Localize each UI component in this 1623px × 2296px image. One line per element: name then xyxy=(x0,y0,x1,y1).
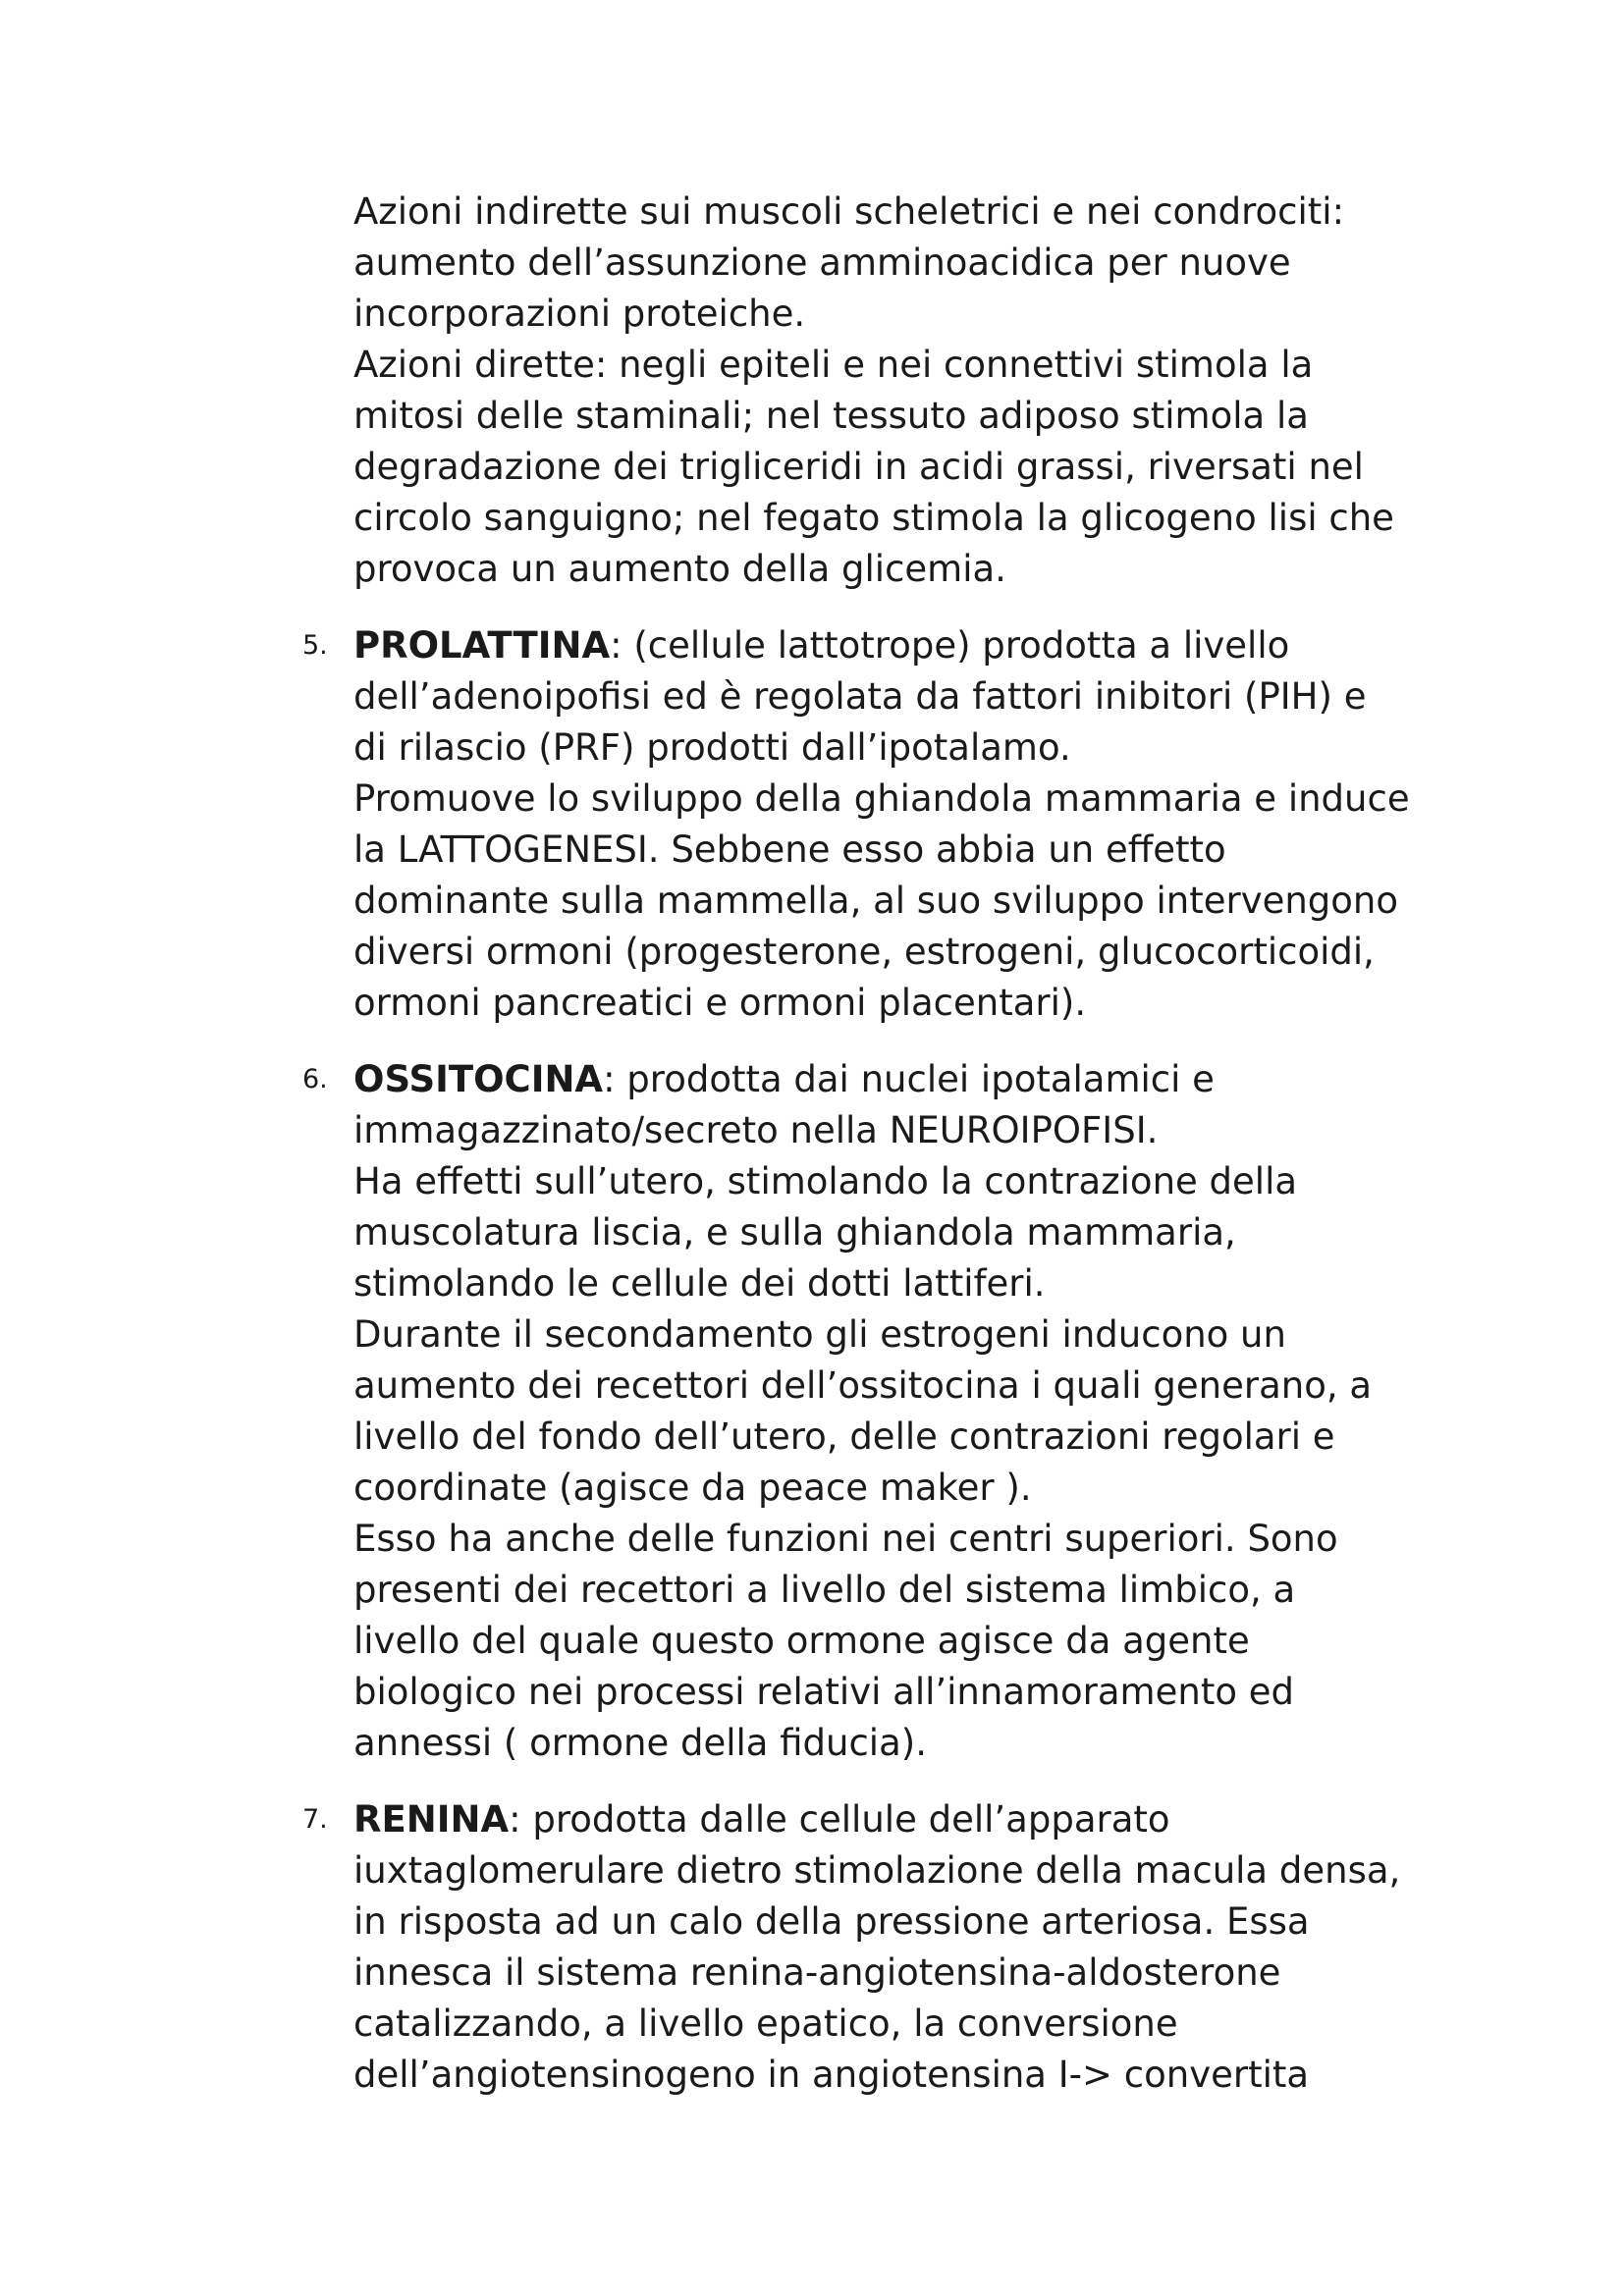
text-line: Esso ha anche delle funzioni nei centri superiori. Sono xyxy=(353,1518,1338,1560)
text-line: mitosi delle staminali; nel tessuto adiposo stimola la xyxy=(353,395,1309,437)
list-item-heading-rest: : (cellule lattotrope) prodotta a livello xyxy=(610,624,1290,667)
text-line: diversi ormoni (progesterone, estrogeni, glucocorticoidi, xyxy=(353,931,1375,973)
text-line: iuxtaglomerulare dietro stimolazione della macula densa, xyxy=(353,1849,1401,1892)
list-item-title: RENINA xyxy=(353,1798,510,1841)
intro-paragraph xyxy=(353,187,1532,595)
text-line: stimolando le cellule dei dotti lattiferi. xyxy=(353,1262,1046,1305)
text-line: in risposta ad un calo della pressione arteriosa. Essa xyxy=(353,1900,1310,1943)
document-page xyxy=(302,187,1532,2126)
list-item-number: 7. xyxy=(302,1804,328,1835)
text-line: livello del quale questo ormone agisce da agente xyxy=(353,1620,1250,1662)
text-line: innesca il sistema renina-angiotensina-aldosterone xyxy=(353,1951,1281,1994)
text-line: livello del fondo dell’utero, delle contrazioni regolari e xyxy=(353,1415,1335,1458)
list-item-title: PROLATTINA xyxy=(353,624,611,667)
text-line: catalizzando, a livello epatico, la conversione xyxy=(353,2002,1178,2045)
list-item-heading-rest: : prodotta dai nuclei ipotalamici e xyxy=(603,1058,1215,1100)
text-line: dell’adenoipofisi ed è regolata da fattori inibitori (PIH) e xyxy=(353,675,1367,718)
list-item-heading-line xyxy=(353,620,1532,671)
text-line: annessi ( ormone della fiducia). xyxy=(353,1722,927,1764)
list-item-heading-rest: : prodotta dalle cellule dell’apparato xyxy=(509,1798,1170,1841)
text-line: Ha effetti sull’utero, stimolando la contrazione della xyxy=(353,1160,1298,1202)
list-item-heading-line xyxy=(353,1794,1532,1845)
text-line: Durante il secondamento gli estrogeni inducono un xyxy=(353,1313,1286,1356)
text-line: Azioni indirette sui muscoli scheletrici e nei condrociti: xyxy=(353,190,1345,233)
text-line: immagazzinato/secreto nella NEUROIPOFISI. xyxy=(353,1109,1159,1151)
list-item-title: OSSITOCINA xyxy=(353,1058,604,1100)
text-line: biologico nei processi relativi all’innamoramento ed xyxy=(353,1671,1294,1713)
list-item-number: 5. xyxy=(302,630,328,661)
text-line: dominante sulla mammella, al suo sviluppo intervengono xyxy=(353,880,1399,922)
text-line: coordinate (agisce da peace maker ). xyxy=(353,1467,1032,1509)
text-line: muscolatura liscia, e sulla ghiandola mammaria, xyxy=(353,1211,1236,1254)
text-line: Azioni dirette: negli epiteli e nei connettivi stimola la xyxy=(353,344,1314,386)
text-line: provoca un aumento della glicemia. xyxy=(353,548,1006,590)
text-line: di rilascio (PRF) prodotti dall’ipotalamo. xyxy=(353,726,1071,769)
text-line: Promuove lo sviluppo della ghiandola mammaria e induce xyxy=(353,777,1410,820)
text-line: ormoni pancreatici e ormoni placentari). xyxy=(353,982,1087,1024)
text-line: dell’angiotensinogeno in angiotensina I-> convertita xyxy=(353,2054,1310,2096)
text-line: presenti dei recettori a livello del sistema limbico, a xyxy=(353,1569,1296,1611)
list-item-ossitocina xyxy=(302,1054,1532,1769)
text-line: circolo sanguigno; nel fegato stimola la glicogeno lisi che xyxy=(353,497,1394,539)
list-item-number: 6. xyxy=(302,1064,328,1095)
text-line: aumento dei recettori dell’ossitocina i quali generano, a xyxy=(353,1364,1373,1407)
text-line: degradazione dei trigliceridi in acidi grassi, riversati nel xyxy=(353,446,1364,488)
text-line: la LATTOGENESI. Sebbene esso abbia un effetto xyxy=(353,828,1226,871)
list-item-heading-line xyxy=(353,1054,1532,1105)
list-item-prolattina xyxy=(302,620,1532,1029)
text-line: aumento dell’assunzione amminoacidica per nuove xyxy=(353,241,1291,284)
list-item-renina xyxy=(302,1794,1532,2101)
text-line: incorporazioni proteiche. xyxy=(353,293,806,335)
